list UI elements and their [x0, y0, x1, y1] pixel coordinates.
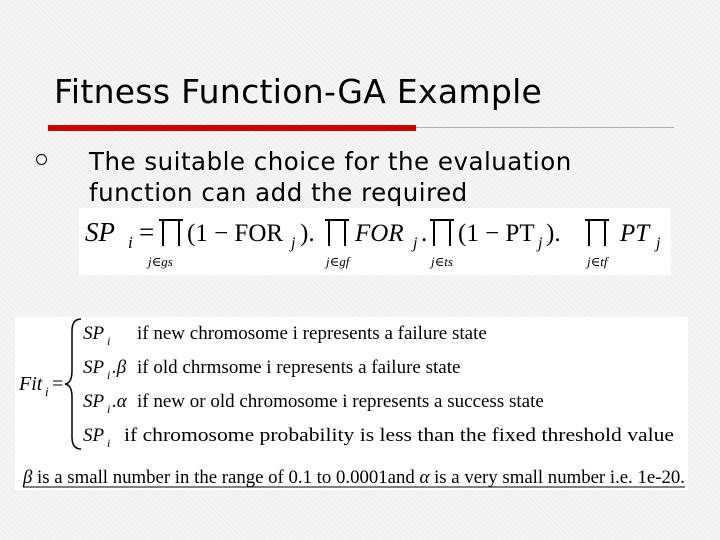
sp-term4-sub: j	[656, 235, 661, 252]
fit-equals: =	[52, 373, 64, 395]
sp-term2-sub: j	[413, 235, 418, 252]
sp-lhs-sub: i	[128, 233, 133, 252]
case-2-condition: if old chrmsome i represents a failure state	[137, 357, 461, 378]
sp-term3-close: ).	[546, 220, 561, 247]
case-1-expr: SP	[83, 323, 105, 344]
sp-lhs: SP	[85, 217, 115, 247]
product-symbol-2	[325, 220, 349, 246]
case-3-expr: SP	[83, 391, 105, 412]
bullet-line-1: The suitable choice for the evaluation	[89, 147, 572, 176]
piecewise-brace	[65, 319, 81, 449]
case-4-condition: if chromosome probability is less than the fixed threshold value	[124, 425, 674, 446]
case-2-suffix: .β	[112, 357, 127, 378]
case-1-condition: if new chromosome i represents a failure state	[137, 323, 487, 344]
fit-lhs: Fit	[19, 373, 43, 395]
title-underline-gray	[416, 127, 674, 128]
case-2-expr: SP	[83, 357, 105, 378]
product-symbol-1	[159, 220, 183, 246]
bullet-line-2: function can add the required	[89, 178, 468, 207]
product-index-1: j∈gs	[148, 254, 173, 269]
sp-term1: (1 − FOR	[187, 220, 284, 247]
case-3-sub: i	[107, 402, 111, 416]
note-part-1: is a small number in the range of 0.1 to 0.0001and	[37, 467, 420, 488]
bullet-icon	[36, 154, 47, 165]
sp-term4: PT	[620, 220, 650, 247]
product-symbol-4	[585, 220, 609, 246]
case-1-sub: i	[107, 334, 111, 348]
fit-lhs-sub: i	[45, 384, 49, 399]
sp-formula-image	[79, 208, 671, 275]
note-alpha: α	[419, 467, 430, 488]
case-3-suffix: .α	[112, 391, 127, 412]
sp-equals: =	[139, 217, 155, 247]
sp-term3: (1 − PT	[458, 220, 535, 247]
title-underline-red	[48, 125, 416, 131]
bullet-text	[89, 146, 689, 208]
note-part-2: is a very small number i.e. 1e-20.	[434, 467, 688, 488]
note-beta: β	[23, 467, 33, 488]
product-index-4: j∈tf	[587, 254, 608, 269]
slide-title: Fitness Function-GA Example	[54, 72, 543, 111]
product-symbol-3	[430, 220, 454, 246]
sp-term2-dot: .	[421, 220, 428, 247]
case-4-sub: i	[107, 436, 111, 450]
case-2-sub: i	[107, 368, 111, 382]
parameter-note	[22, 467, 688, 488]
sp-term1-sub: j	[291, 235, 296, 252]
sp-term3-sub: j	[538, 235, 543, 252]
sp-formula-svg	[79, 208, 671, 275]
product-index-3: j∈ts	[431, 254, 453, 269]
fitness-formula-image	[15, 317, 688, 490]
sp-term2: FOR	[355, 220, 404, 247]
sp-term1-close: ).	[300, 220, 315, 247]
case-3-condition: if new or old chromosome i represents a success state	[137, 391, 544, 412]
product-index-2: j∈gf	[326, 254, 350, 269]
case-4-expr: SP	[83, 425, 105, 446]
fitness-formula-svg	[15, 317, 688, 490]
